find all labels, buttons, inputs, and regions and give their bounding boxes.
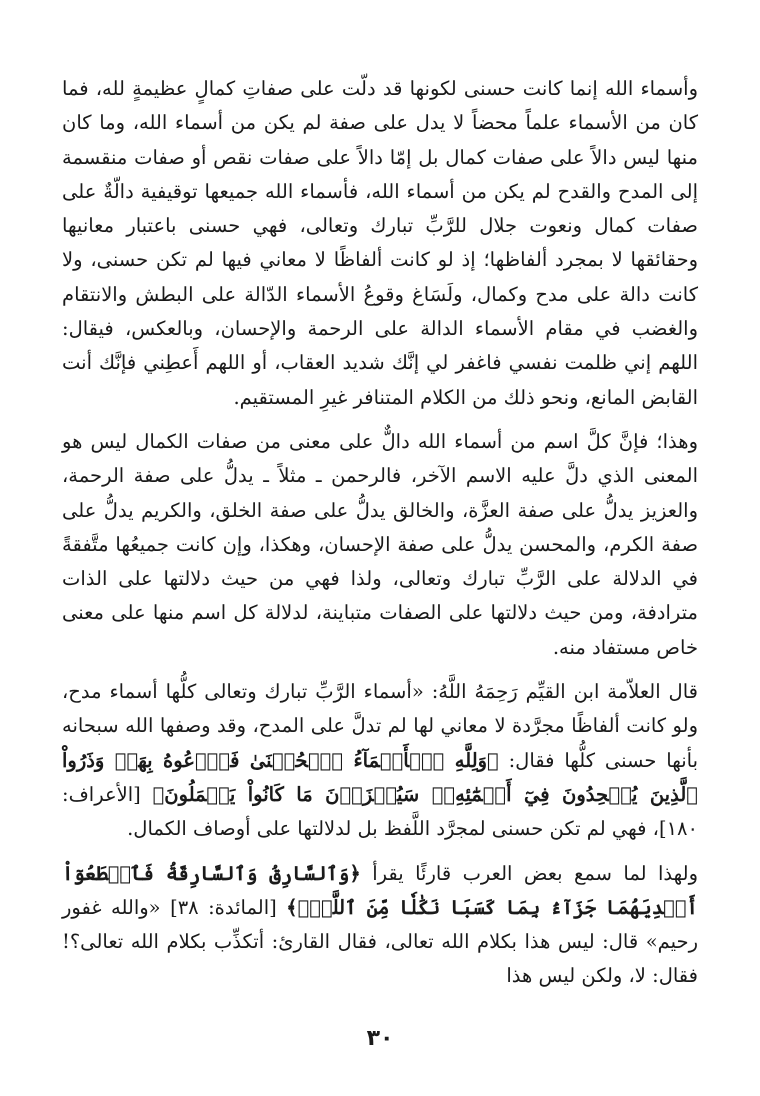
paragraph-2-text: وهذا؛ فإنَّ كلَّ اسم من أسماء الله دالٌّ على معنى من صفات الكمال ليس هو المعنى الذي دلَّ عليه الاسم الآخر، فالرحمن ـ مثلاً ـ يدلُّ على صفة الرحمة، والعزيز يدلُّ على صفة العزَّة، والخالق يدلُّ على صفة الخلق، والكريم يدلُّ على صفة الكرم، والمحسن يدلُّ على صفة الإحسان، وهكذا، وإن كانت جميعُها متَّفقةً في الدلالة على الرَّبِّ تبارك وتعالى، ولذا فهي من حيث دلالتها على الذات مترادفة، ومن حيث دلالتها على الصفات متباينة، لدلالة كل اسم منها على معنى خاص مستفاد منه. [62,429,698,659]
paragraph-1-text: وأسماء الله إنما كانت حسنى لكونها قد دلّت على صفاتِ كمالٍ عظيمةٍ لله، فما كان من الأسماء علماً محضاً لا يدل على صفة لم يكن من أسماء الله، وما كان منها ليس دالاً على صفات كمال بل إمّا دالاً على صفات نقص أو صفات منقسمة إلى المدح والقدح لم يكن من أسماء الله، فأسماء الله جميعها توقيفية دالّةٌ على صفات كمال ونعوت جلال للرَّبِّ تبارك وتعالى، فهي حسنى باعتبار معانيها وحقائقها لا بمجرد ألفاظها؛ إذ لو كانت ألفاظًا لا معاني فيها لم تكن حسنى، ولا كانت دالة على مدح وكمال، ولَسَاغ وقوعُ الأسماء الدّالة على البطش والانتقام والغضب في مقام الأسماء الدالة على الرحمة والإحسان، وبالعكس، فيقال: اللهم إني ظلمت نفسي فاغفر لي إنَّك شديد العقاب، أو اللهم أَعطِني فإنَّك أنت القابض المانع، ونحو ذلك من الكلام المتنافر غيرِ المستقيم. [62,77,698,409]
page-body [62,72,698,994]
paragraph-3-text-after: [الأعراف: ١٨٠]، فهي لم تكن حسنى لمجرَّد اللَّفظ بل لدلالتها على أوصاف الكمال. [62,782,698,841]
paragraph-4 [62,857,698,994]
quran-verse-araf-180: ﴿وَلِلَّهِ ٱلۡأَسۡمَآءُ ٱلۡحُسۡنَىٰ فَٱدۡعُوهُ بِهَاۖ وَذَرُواْ ٱلَّذِينَ يُلۡحِدُونَ فِيٓ أَسۡمَٰٓئِهِۦۚ سَيُجۡزَوۡنَ مَا كَانُواْ يَعۡمَلُونَ﴾ [62,748,698,806]
page-number: ٣٠ [366,1026,394,1051]
paragraph-3-text-before: قال العلاّمة ابن القيِّم رَحِمَهُ اللَّهُ: «أسماء الرَّبِّ تبارك وتعالى كلُّها أسماء مدح، ولو كانت ألفاظًا مجرَّدة لا معاني لها لم تدلَّ على المدح، وقد وصفها الله سبحانه بأنها حسنى كلُّها فقال: [62,680,699,772]
paragraph-2 [62,425,698,665]
paragraph-4-text-after: [المائدة: ٣٨] «والله غفور رحيم» قال: ليس هذا بكلام الله تعالى، فقال القارئ: أتكذِّب بكلام الله تعالى؟! فقال: لا، ولكن ليس هذا [62,895,698,988]
paragraph-1 [62,72,698,415]
quran-verse-maidah-38: ﴿وَٱلسَّارِقُ وَٱلسَّارِقَةُ فَٱقۡطَعُوٓاْ أَيۡدِيَهُمَا جَزَآءَۢ بِمَا كَسَبَا نَكَٰلٗا مِّنَ ٱللَّهِۗ﴾ [62,861,698,919]
paragraph-4-text-before: ولهذا لما سمع بعض العرب قارئًا يقرأ [360,861,698,885]
paragraph-3 [62,675,698,846]
